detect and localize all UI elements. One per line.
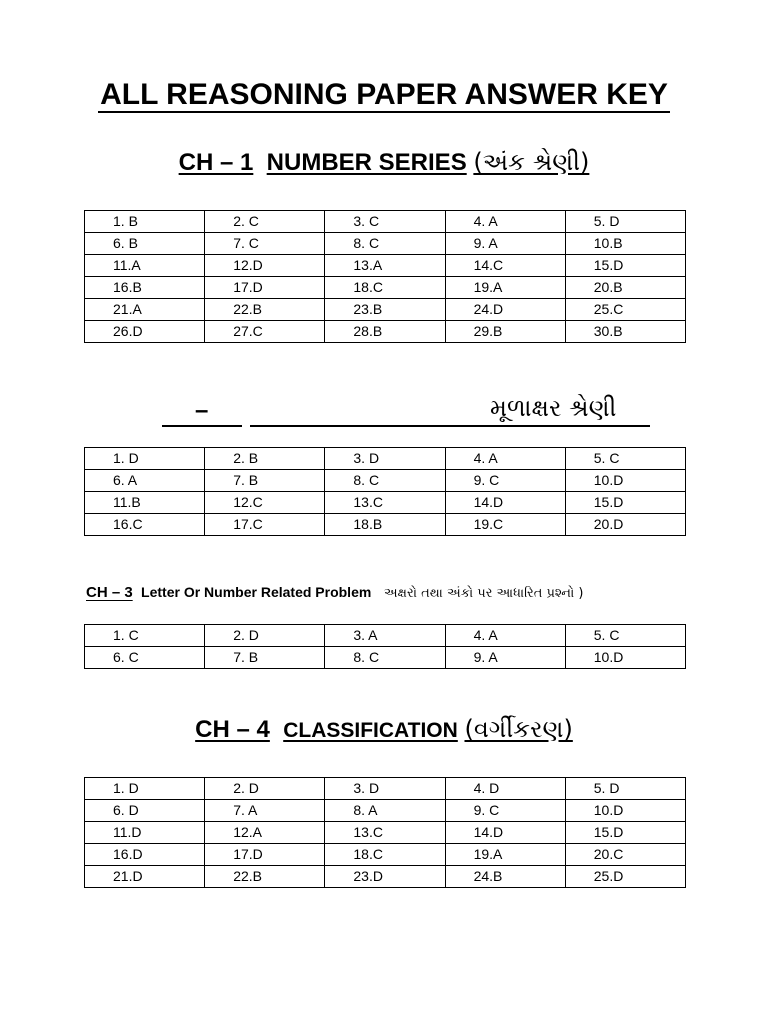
answer-cell: 14.D <box>445 492 565 514</box>
table-row <box>85 233 686 255</box>
section-4-answer-table <box>84 777 686 888</box>
answer-cell: 19.A <box>445 844 565 866</box>
answer-cell: 10.B <box>565 233 685 255</box>
answer-cell: 20.D <box>565 514 685 536</box>
section-4-gujarati-title: (વર્ગીકરણ) <box>464 715 573 743</box>
table-row <box>85 299 686 321</box>
answer-cell: 24.D <box>445 299 565 321</box>
section-3-answer-table <box>84 624 686 669</box>
answer-cell: 6. A <box>85 470 205 492</box>
answer-cell: 17.D <box>205 844 325 866</box>
answer-cell: 26.D <box>85 321 205 343</box>
answer-cell: 20.C <box>565 844 685 866</box>
answer-cell: 2. D <box>205 778 325 800</box>
answer-cell: 3. A <box>325 625 445 647</box>
answer-cell: 19.C <box>445 514 565 536</box>
answer-cell: 12.D <box>205 255 325 277</box>
page-title-text: ALL REASONING PAPER ANSWER KEY <box>100 78 668 111</box>
table-row <box>85 470 686 492</box>
answer-cell: 5. C <box>565 625 685 647</box>
answer-cell: 18.C <box>325 277 445 299</box>
answer-cell: 5. D <box>565 211 685 233</box>
table-row <box>85 255 686 277</box>
section-1-heading <box>0 148 768 177</box>
answer-cell: 9. A <box>445 233 565 255</box>
answer-cell: 12.C <box>205 492 325 514</box>
section-2-chapter: – <box>195 397 209 424</box>
answer-cell: 9. A <box>445 647 565 669</box>
table-row <box>85 844 686 866</box>
table-row <box>85 514 686 536</box>
section-1-answer-table <box>84 210 686 343</box>
answer-cell: 2. D <box>205 625 325 647</box>
answer-cell: 14.C <box>445 255 565 277</box>
answer-cell: 9. C <box>445 800 565 822</box>
answer-cell: 16.D <box>85 844 205 866</box>
answer-cell: 23.B <box>325 299 445 321</box>
answer-cell: 5. D <box>565 778 685 800</box>
table-row <box>85 321 686 343</box>
answer-cell: 16.C <box>85 514 205 536</box>
table-row <box>85 625 686 647</box>
answer-cell: 10.D <box>565 647 685 669</box>
answer-cell: 4. A <box>445 211 565 233</box>
answer-cell: 29.B <box>445 321 565 343</box>
answer-cell: 15.D <box>565 822 685 844</box>
section-3-chapter: CH – 3 <box>86 584 133 601</box>
table-row <box>85 866 686 888</box>
section-2-title-underline <box>250 425 650 427</box>
answer-cell: 7. B <box>205 647 325 669</box>
answer-cell: 3. C <box>325 211 445 233</box>
answer-cell: 30.B <box>565 321 685 343</box>
section-3-title: Letter Or Number Related Problem <box>141 584 372 600</box>
answer-cell: 4. A <box>445 625 565 647</box>
answer-cell: 3. D <box>325 448 445 470</box>
answer-cell: 23.D <box>325 866 445 888</box>
answer-cell: 14.D <box>445 822 565 844</box>
answer-cell: 10.D <box>565 800 685 822</box>
answer-cell: 25.D <box>565 866 685 888</box>
answer-cell: 8. C <box>325 647 445 669</box>
answer-cell: 21.A <box>85 299 205 321</box>
answer-cell: 20.B <box>565 277 685 299</box>
answer-cell: 6. D <box>85 800 205 822</box>
table-row <box>85 800 686 822</box>
section-2-answer-table <box>84 447 686 536</box>
answer-cell: 22.B <box>205 299 325 321</box>
answer-cell: 4. D <box>445 778 565 800</box>
answer-cell: 4. A <box>445 448 565 470</box>
section-2-chapter-underline <box>162 425 242 427</box>
answer-cell: 11.A <box>85 255 205 277</box>
answer-cell: 15.D <box>565 492 685 514</box>
answer-cell: 2. C <box>205 211 325 233</box>
table-row <box>85 277 686 299</box>
section-1-title: NUMBER SERIES <box>266 149 467 176</box>
answer-cell: 27.C <box>205 321 325 343</box>
section-2-gujarati-title: મૂળાક્ષર શ્રેણી <box>490 394 617 422</box>
answer-cell: 22.B <box>205 866 325 888</box>
answer-cell: 6. B <box>85 233 205 255</box>
page-title <box>0 78 768 112</box>
section-1-chapter: CH – 1 <box>178 149 254 176</box>
answer-cell: 2. B <box>205 448 325 470</box>
answer-cell: 3. D <box>325 778 445 800</box>
answer-cell: 7. B <box>205 470 325 492</box>
table-row <box>85 822 686 844</box>
answer-cell: 1. D <box>85 448 205 470</box>
answer-cell: 17.D <box>205 277 325 299</box>
section-3-heading <box>86 584 706 601</box>
answer-cell: 8. A <box>325 800 445 822</box>
answer-cell: 11.B <box>85 492 205 514</box>
section-4-heading <box>0 715 768 744</box>
answer-cell: 12.A <box>205 822 325 844</box>
answer-cell: 11.D <box>85 822 205 844</box>
table-row <box>85 778 686 800</box>
answer-cell: 1. D <box>85 778 205 800</box>
answer-cell: 1. C <box>85 625 205 647</box>
answer-cell: 21.D <box>85 866 205 888</box>
answer-cell: 6. C <box>85 647 205 669</box>
answer-cell: 13.C <box>325 492 445 514</box>
answer-cell: 7. C <box>205 233 325 255</box>
answer-cell: 17.C <box>205 514 325 536</box>
answer-cell: 15.D <box>565 255 685 277</box>
answer-cell: 24.B <box>445 866 565 888</box>
answer-cell: 13.A <box>325 255 445 277</box>
section-4-chapter: CH – 4 <box>195 716 270 743</box>
table-row <box>85 492 686 514</box>
answer-cell: 9. C <box>445 470 565 492</box>
section-2-heading <box>0 397 768 433</box>
table-row <box>85 647 686 669</box>
table-row <box>85 448 686 470</box>
answer-cell: 10.D <box>565 470 685 492</box>
answer-cell: 8. C <box>325 470 445 492</box>
section-3-gujarati-title: અક્ષરો તથા અંકો પર આધારિત પ્રશ્નો ) <box>383 586 584 601</box>
answer-cell: 25.C <box>565 299 685 321</box>
answer-cell: 13.C <box>325 822 445 844</box>
answer-cell: 5. C <box>565 448 685 470</box>
answer-cell: 7. A <box>205 800 325 822</box>
answer-cell: 18.C <box>325 844 445 866</box>
table-row <box>85 211 686 233</box>
section-4-title: CLASSIFICATION <box>283 719 458 742</box>
answer-cell: 18.B <box>325 514 445 536</box>
section-1-gujarati-title: (અંક શ્રેણી) <box>473 148 590 176</box>
answer-cell: 16.B <box>85 277 205 299</box>
answer-cell: 28.B <box>325 321 445 343</box>
answer-cell: 1. B <box>85 211 205 233</box>
answer-cell: 8. C <box>325 233 445 255</box>
answer-cell: 19.A <box>445 277 565 299</box>
